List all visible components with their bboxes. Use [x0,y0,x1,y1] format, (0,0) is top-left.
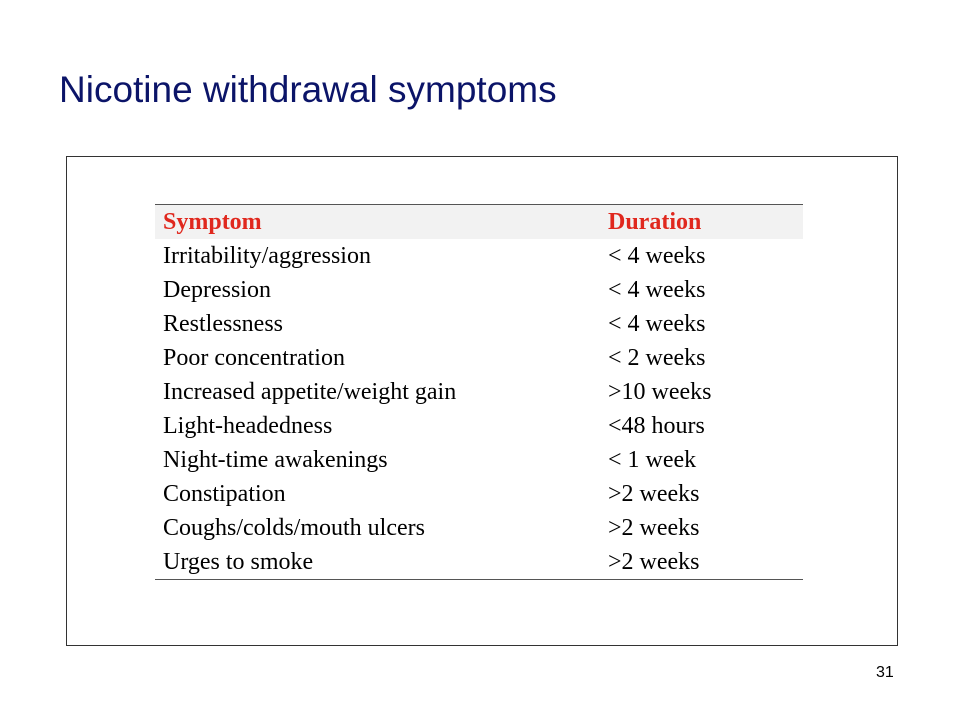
symptom-cell: Coughs/colds/mouth ulcers [163,514,425,541]
symptom-cell: Poor concentration [163,344,345,371]
duration-cell: >10 weeks [608,378,712,405]
table-row [155,443,803,477]
table-row [155,409,803,443]
table-row [155,545,803,580]
symptom-cell: Depression [163,276,271,303]
table-row [155,307,803,341]
duration-cell: >2 weeks [608,480,700,507]
table-row [155,375,803,409]
table-row [155,273,803,307]
duration-cell: < 4 weeks [608,310,706,337]
table-row [155,477,803,511]
symptom-cell: Urges to smoke [155,545,600,580]
duration-cell: < 2 weeks [608,344,706,371]
slide-title: Nicotine withdrawal symptoms [59,69,557,110]
symptom-cell: Restlessness [163,310,283,337]
header-symptom: Symptom [155,205,600,240]
header-duration: Duration [600,205,803,240]
table-header-row [155,205,803,240]
duration-cell: < 4 weeks [608,276,706,303]
duration-cell: >2 weeks [608,514,700,541]
duration-cell: < 4 weeks [608,242,706,269]
symptom-cell: Light-headedness [163,412,333,439]
symptom-cell: Increased appetite/weight gain [163,378,457,405]
duration-cell: <48 hours [608,412,705,439]
page-number: 31 [876,664,894,681]
symptom-cell: Night-time awakenings [163,446,388,473]
symptom-cell: Irritability/aggression [163,242,371,269]
table-row [155,341,803,375]
symptom-cell: Constipation [163,480,286,507]
duration-cell: < 1 week [608,446,697,473]
table-row [155,511,803,545]
symptoms-table [155,204,803,580]
table-row [155,239,803,273]
duration-cell: >2 weeks [600,545,803,580]
